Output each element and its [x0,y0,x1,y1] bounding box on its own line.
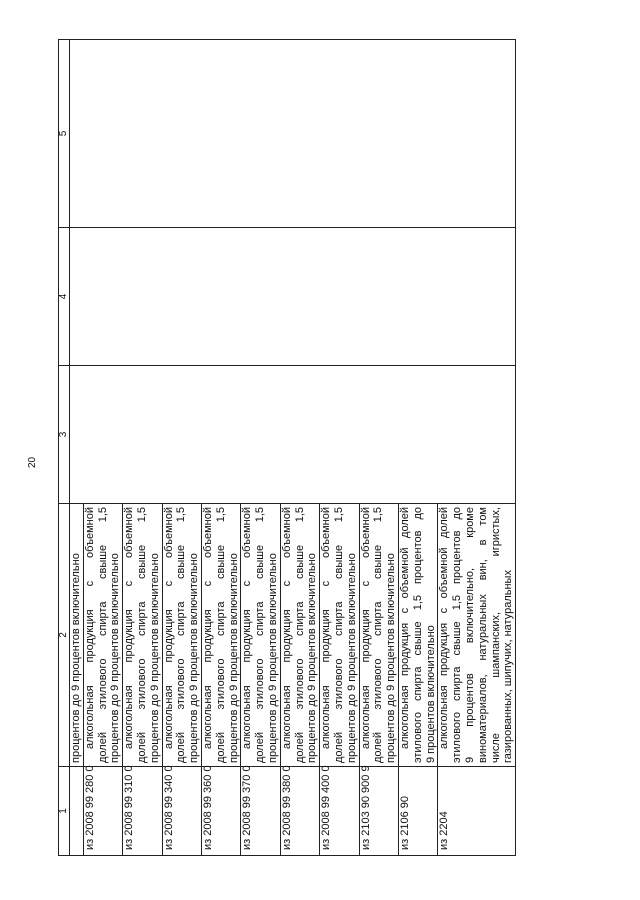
description-line: процентов до 9 процентов включительно [306,553,319,763]
description-line: долей этилового спирта свыше 1,5 [214,507,227,763]
product-description-cell [241,504,280,767]
description-line: долей этилового спирта свыше 1,5 [175,507,188,763]
description-line: алкогольная продукция с объемной [359,507,372,749]
tnved-code-cell: из 2008 99 280 0 [83,767,122,856]
description-line: 9 процентов включительно, кроме [463,507,476,763]
product-description-cell [123,504,162,767]
description-line: долей этилового спирта свыше 1,5 [254,507,267,763]
description-line: алкогольная продукция с объемной [123,507,136,749]
empty-cell-col-5 [70,40,516,228]
product-description-cell [201,504,240,767]
tnved-code-cell: из 2008 99 360 0 [201,767,240,856]
description-line: долей этилового спирта свыше 1,5 [293,507,306,763]
tnved-code-cell: из 2008 99 370 0 [241,767,280,856]
description-line: алкогольная продукция с объемной [162,507,175,749]
description-line: виноматериалов, натуральных вин, в том [476,507,489,763]
product-description-cell [398,504,437,767]
header-col-5: 5 [59,40,70,228]
empty-cell-col-4 [70,228,516,366]
description-line: процентов до 9 процентов включительно [148,553,161,763]
description-line: алкогольная продукция с объемной [241,507,254,749]
table-body [70,40,516,856]
header-col-4: 4 [59,228,70,366]
page-number: 20 [27,456,38,468]
header-col-1: 1 [59,767,70,856]
description-line: процентов до 9 процентов включительно [345,553,358,763]
description-line: алкогольная продукция с объемной [83,507,96,749]
product-description-cell [320,504,359,767]
description-line: этилового спирта свыше 1,5 процентов до [411,507,424,763]
description-line: алкогольная продукция с объемной долей [398,507,411,749]
tnved-code-cell: из 2106 90 [398,767,437,856]
description-line: алкогольная продукция с объемной долей [438,507,451,749]
description-line: 9 процентов включительно [424,625,437,763]
description-line: процентов до 9 процентов включительно [227,553,240,763]
tnved-code-cell: из 2008 99 310 0 [123,767,162,856]
empty-cell-col-3 [70,366,516,504]
product-description-cell [162,504,201,767]
description-line: процентов до 9 процентов включительно [188,553,201,763]
tnved-code-cell: из 2008 99 380 0 [280,767,319,856]
description-line: процентов до 9 процентов включительно [109,553,122,763]
product-description-cell [438,504,516,767]
description-line: долей этилового спирта свыше 1,5 [332,507,345,763]
header-col-2: 2 [59,504,70,767]
rotated-table-wrapper [58,40,584,856]
table-row [70,40,84,856]
description-line: этилового спирта свыше 1,5 процентов до [451,507,464,763]
description-line: процентов до 9 процентов включительно [385,553,398,763]
description-line: газированных, шипучих, натуральных [502,570,515,763]
header-row [59,40,70,856]
description-line: числе шампанских, игристых, [489,507,502,763]
description-line: долей этилового спирта свыше 1,5 [135,507,148,763]
tariff-table [58,39,516,856]
product-description-cell [70,504,84,767]
description-line: алкогольная продукция с объемной [280,507,293,749]
description-line: процентов до 9 процентов включительно [70,553,82,763]
tnved-code-cell: из 2008 99 400 0 [320,767,359,856]
description-line: долей этилового спирта свыше 1,5 [96,507,109,763]
header-col-3: 3 [59,366,70,504]
product-description-cell [359,504,398,767]
product-description-cell [280,504,319,767]
tnved-code-cell: из 2008 99 340 0 [162,767,201,856]
description-line: процентов до 9 процентов включительно [266,553,279,763]
tnved-code-cell: из 2103 90 900 9 [359,767,398,856]
tnved-code-cell [70,767,84,856]
description-line: долей этилового спирта свыше 1,5 [372,507,385,763]
description-line: алкогольная продукция с объемной [201,507,214,749]
product-description-cell [83,504,122,767]
description-line: алкогольная продукция с объемной [320,507,333,749]
tnved-code-cell: из 2204 [438,767,516,856]
